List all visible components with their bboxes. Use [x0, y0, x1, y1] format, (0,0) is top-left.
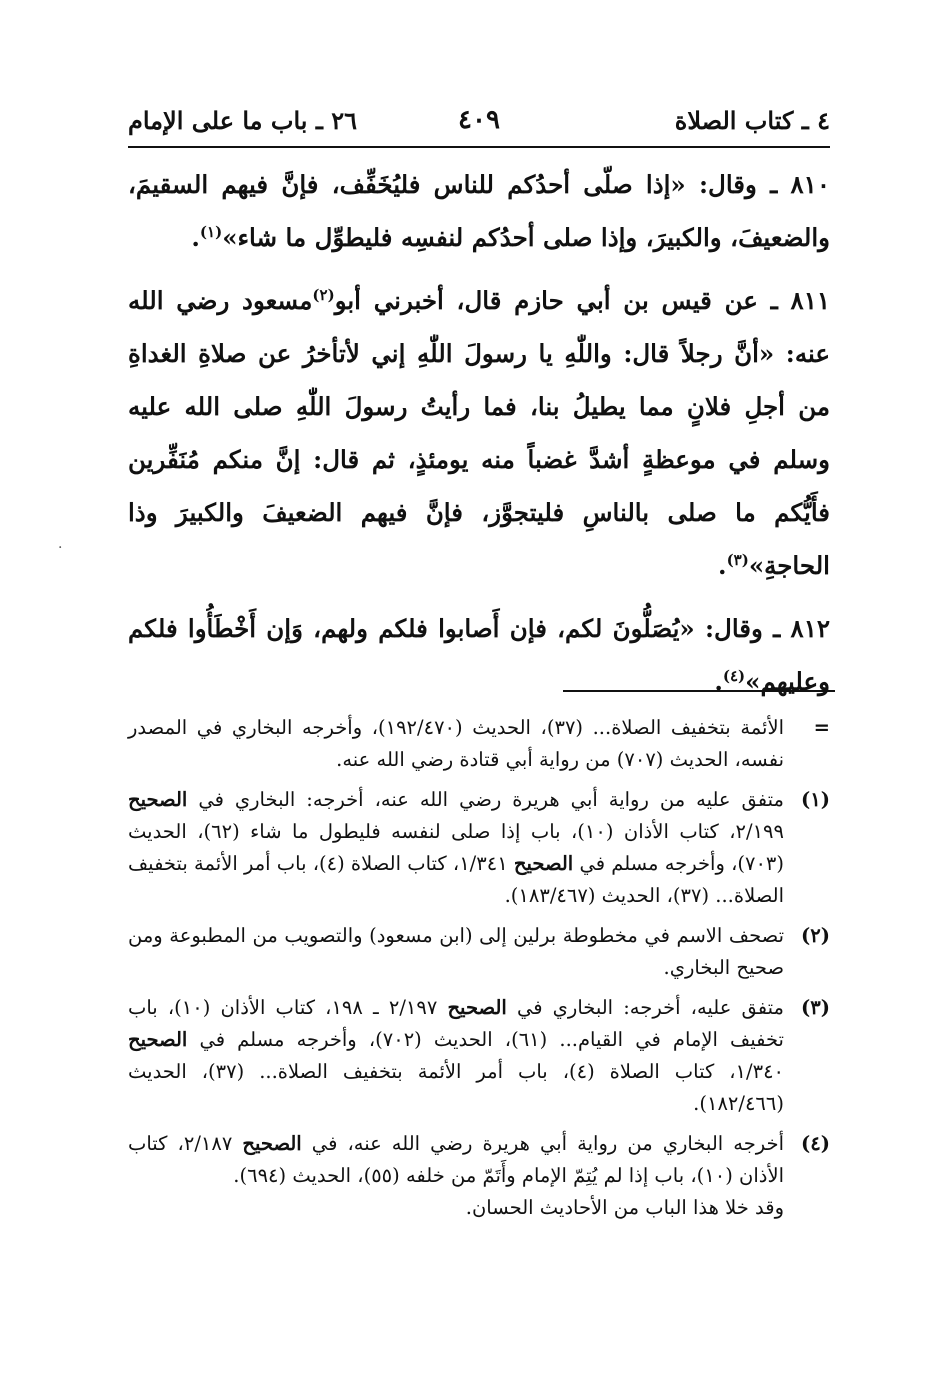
- source-title: الصحيح: [128, 1028, 188, 1051]
- source-title: الصحيح: [242, 1132, 302, 1155]
- hadith-number: ٨١٢ ـ: [773, 614, 831, 643]
- hadith-812: [128, 602, 830, 708]
- footnotes: [128, 712, 830, 1232]
- hadith-811: [128, 274, 830, 592]
- footnote-text: متفق عليه، أخرجه: البخاري في: [506, 996, 784, 1019]
- footnote-4: [128, 1128, 830, 1224]
- header-book-title: ٤ ـ كتاب الصلاة: [674, 105, 830, 135]
- footnote-mark: (٢): [801, 924, 830, 947]
- hadith-text: عن قيس بن أبي حازم قال، أخبرني أبو: [334, 286, 758, 315]
- footnote-text: ١/٣٤١، كتاب الصلاة (٤)، باب أمر الأئمة بتخفيف الصلاة... (٣٧)، الحديث (١٨٣/٤٦٧).: [128, 852, 784, 907]
- source-title: الصحيح: [513, 852, 574, 875]
- hadith-end: .: [714, 667, 723, 696]
- page-number: ٤٠٩: [458, 105, 500, 135]
- hadith-end: .: [191, 223, 200, 252]
- footnote-2: [128, 920, 830, 984]
- hadith-text: وقال: «يُصَلُّونَ لكم، فإن أَصابوا فلكم ولهم، وَإن أَخْطَأُوا فلكم وعليهم»: [128, 614, 830, 696]
- footnote-closing-note: وقد خلا هذا الباب من الأحاديث الحسان.: [465, 1196, 784, 1219]
- hadith-text: وقال: «إذا صلّى أحدُكم للناس فليُخَفِّف، فإنَّ فيهم السقيمَ، والضعيفَ، والكبيرَ، وإذا صلى أحدُكم لنفسِه فليطوِّل ما شاء»: [128, 170, 830, 252]
- main-text: [128, 158, 830, 718]
- footnote-text: تصحف الاسم في مخطوطة برلين إلى (ابن مسعود) والتصويب من المطبوعة ومن صحيح البخاري.: [128, 924, 784, 979]
- footnote-continued: [128, 712, 830, 776]
- footnote-mark: (٤): [801, 1132, 830, 1155]
- footnote-mark: (١): [801, 788, 830, 811]
- footnote-ref: (٣): [726, 550, 749, 569]
- margin-mark: ·: [58, 540, 63, 556]
- header-chapter-title: ٢٦ ـ باب ما على الإمام: [128, 105, 357, 135]
- hadith-810: [128, 158, 830, 264]
- running-header: [128, 100, 830, 140]
- footnote-mark: (٣): [801, 996, 830, 1019]
- footnote-mark: =: [813, 716, 830, 739]
- footnote-text: متفق عليه من رواية أبي هريرة رضي الله عنه، أخرجه: البخاري في: [187, 788, 784, 811]
- footnote-text: الأئمة بتخفيف الصلاة... (٣٧)، الحديث (١٩٢/٤٧٠)، وأخرجه البخاري في المصدر نفسه، الحديث (٧٠٧) من رواية أبي قتادة رضي الله عنه.: [128, 716, 785, 771]
- hadith-end: .: [718, 551, 727, 580]
- hadith-number: ٨١١ ـ: [770, 286, 831, 315]
- footnote-text: ١/٣٤٠، كتاب الصلاة (٤)، باب أمر الأئمة بتخفيف الصلاة... (٣٧)، الحديث (١٨٢/٤٦٦).: [128, 1060, 785, 1115]
- hadith-number: ٨١٠ ـ: [770, 170, 830, 199]
- footnote-text: أخرجه البخاري من رواية أبي هريرة رضي الله عنه، في: [301, 1132, 784, 1155]
- footnote-ref: (٤): [722, 666, 746, 685]
- footnote-ref: (١): [199, 222, 223, 241]
- footnote-1: [128, 784, 830, 912]
- source-title: الصحيح: [128, 788, 188, 811]
- footnote-3: [128, 992, 830, 1120]
- footnote-ref: (٢): [312, 285, 335, 304]
- footnote-text: ٢/١٩٧ ـ ١٩٨، كتاب الأذان (١٠)، باب تخفيف الإمام في القيام... (٦١)، الحديث (٧٠٢)، وأخرجه مسلم في: [128, 996, 784, 1051]
- header-divider: [128, 146, 830, 148]
- source-title: الصحيح: [447, 996, 507, 1019]
- footnote-text: ٢/١٨٧، كتاب الأذان (١٠)، باب إذا لم يُتِمّ الإمام وأَتَمّ من خلفه (٥٥)، الحديث (٦٩٤).: [128, 1132, 784, 1187]
- hadith-text-cont: مسعود رضي الله عنه: «أنَّ رجلاً قال: واللّٰهِ يا رسولَ اللّٰهِ إني لأتأخرُ عن صلاةِ الغداةِ من أجلِ فلانٍ مما يطيلُ بنا، فما رأيتُ رسولَ اللّٰهِ صلى الله عليه وسلم في موعظةٍ أشدَّ غضباً منه يومئذٍ، ثم قال: إنَّ منكم مُنَفِّرين فأَيُّكم ما صلى بالناسِ فليتجوَّز، فإنَّ فيهم الضعيفَ والكبيرَ وذا الحاجةِ»: [128, 286, 830, 580]
- footnote-divider: [563, 690, 835, 692]
- footnote-text: ٢/١٩٩، كتاب الأذان (١٠)، باب إذا صلى لنفسه فليطول ما شاء (٦٢)، الحديث (٧٠٣)، وأخرجه مسلم في: [128, 820, 784, 875]
